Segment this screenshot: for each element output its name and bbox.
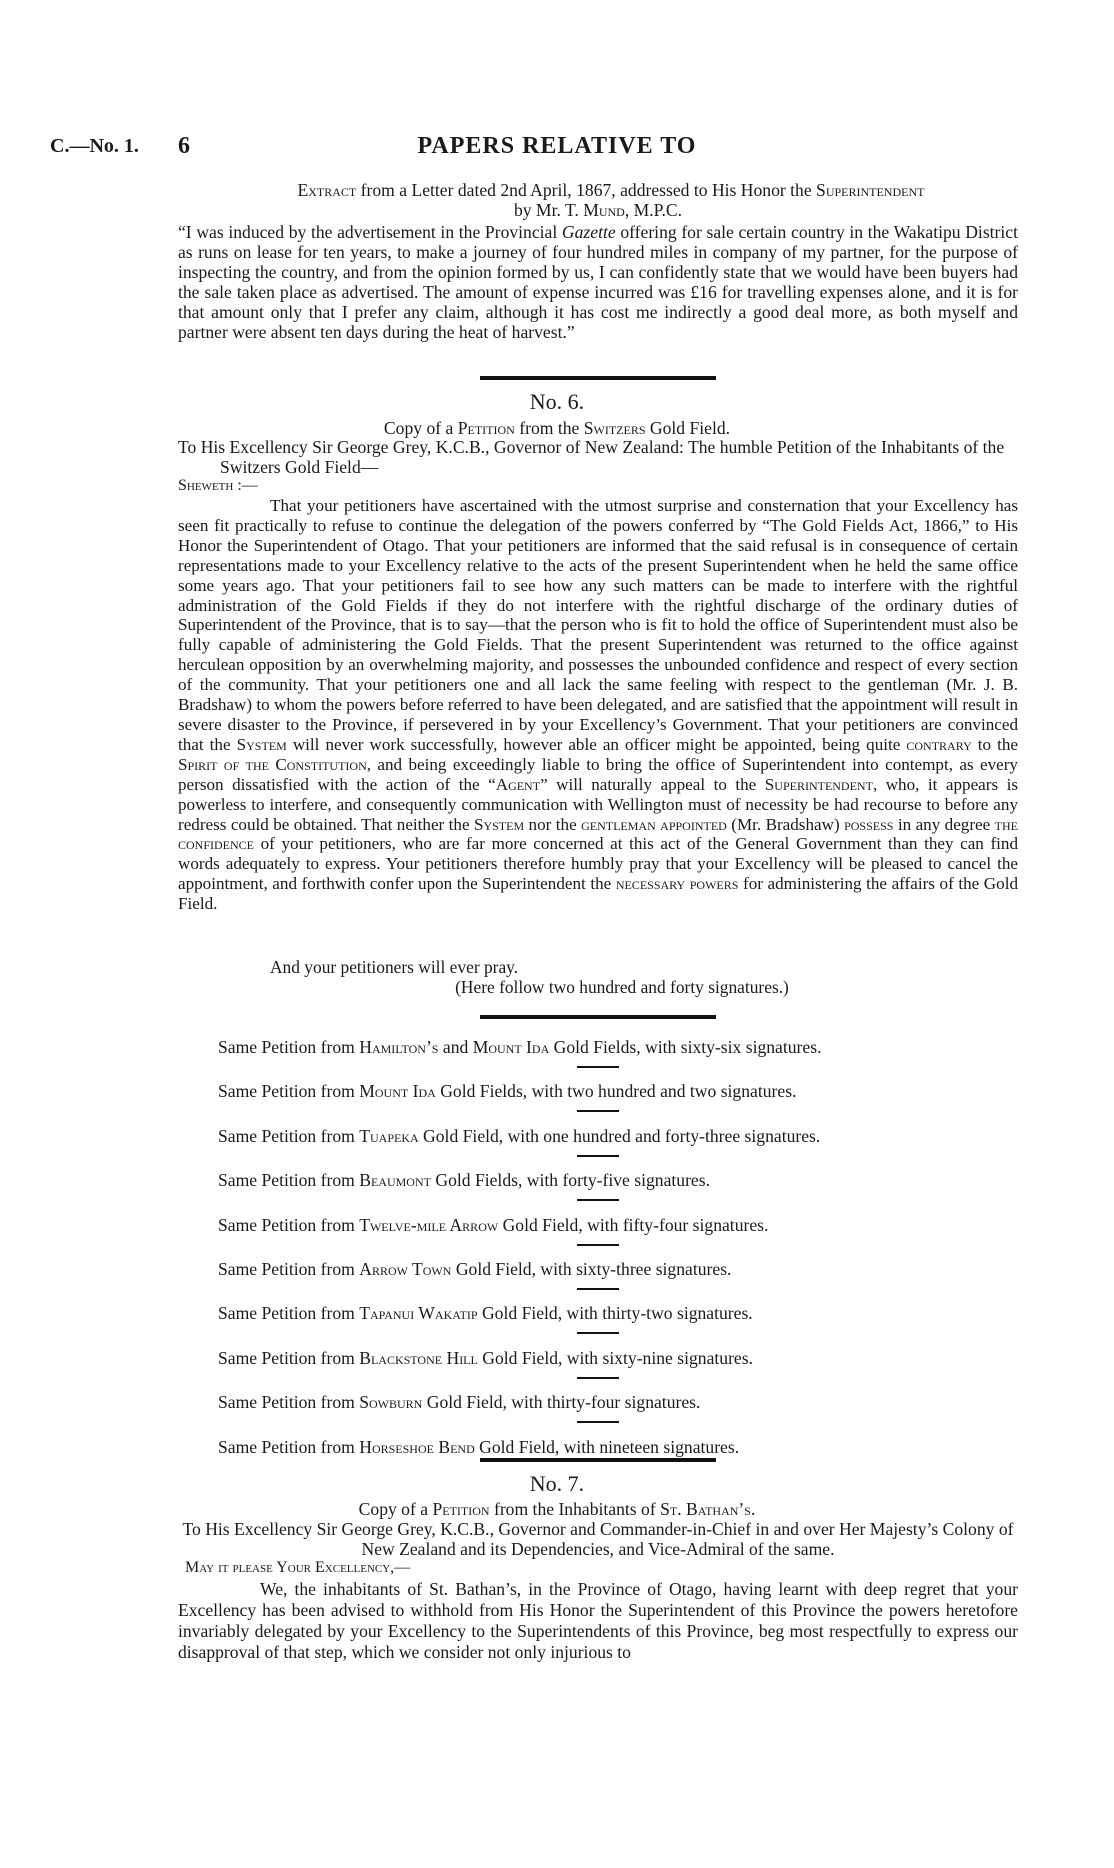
same-petition-place: Tapanui Wakatip — [359, 1303, 478, 1324]
body-text: for administering the affairs of the Gold Field. — [178, 874, 1018, 914]
body-smallcaps: Agent — [495, 774, 541, 794]
body-text: (Mr. Bradshaw) — [726, 814, 845, 834]
item-divider — [577, 1066, 619, 1068]
section-title-no7: No. 7. — [529, 1471, 585, 1496]
same-petition-text: Gold Field, with thirty-four signatures. — [422, 1392, 701, 1413]
same-petition-text: Same Petition from — [218, 1214, 360, 1235]
item-divider — [577, 1421, 619, 1423]
same-petition-text: Same Petition from — [218, 1081, 360, 1102]
same-petition-text: Gold Field, with sixty-nine signatures. — [477, 1347, 753, 1368]
no6-sheweth: Sheweth :— — [178, 477, 258, 494]
no7-copy-place: St. Bathan’s — [660, 1499, 751, 1519]
body-text: That your petitioners have ascertained with the utmost surprise and consternation that your Excellency has seen fit practically to refuse to continue the delegation of the powers conferred by “The Gold Fields Act, 1866,” to His Honor the Superintendent of Otago. That your petitioners are informed that the said refusal is in consequence of certain representations made to your Excellency relative to the acts of the present Superintendent when he held the same office some years ago. That your petitioners fail to see how any such matters can be made to interfere with the rightful administration of the Gold Fields if they do not interfere with the rightful discharge of the ordinary duties of Superintendent of the Province, that is to say—that the person who is fit to hold the office of Superintendent must also be fully capable of administering the Gold Fields. That the present Superintendent was returned to the office against herculean opposition by an overwhelming majority, and possesses the unbounded confidence and respect of every section of the community. That your petitioners one and all lack the same feeling with respect to the gentleman (Mr. J. B. Bradshaw) to whom the powers before referred to have been delegated, and are satisfied that the appointment will result in severe disaster to the Province, if persevered in by your Excellency’s Government. That your petitioners are convinced that the — [178, 496, 1018, 754]
same-petition-item — [218, 1037, 1038, 1058]
same-petition-text: Gold Field, with one hundred and forty-three signatures. — [418, 1125, 821, 1146]
same-petition-text: Same Petition from — [218, 1436, 360, 1457]
same-petition-text: Gold Field, with nineteen signatures. — [474, 1436, 740, 1457]
same-petition-text: Same Petition from — [218, 1259, 360, 1279]
no6-petition-body — [178, 496, 1018, 914]
body-text: , who, it appears is powerless to interfere, and consequently communication with Wellington must of necessity be had recourse to before any redress could be obtained. That neither the — [178, 774, 1019, 834]
same-petition-place: Beaumont — [359, 1170, 431, 1191]
same-petition-place: Mount Ida — [472, 1037, 550, 1057]
same-petition-place: Tuapeka — [359, 1125, 419, 1146]
same-petition-place: Mount Ida — [359, 1081, 436, 1102]
same-petition-item — [218, 1259, 1038, 1280]
same-petition-text: Gold Fields, with forty-five signatures. — [430, 1170, 710, 1191]
same-petition-text: Same Petition from — [218, 1037, 360, 1057]
same-petition-place: Hamilton’s — [359, 1037, 439, 1057]
no6-copy-place: Switzers — [583, 418, 646, 438]
page-header — [0, 133, 1114, 167]
body-smallcaps: System — [236, 734, 287, 754]
same-petition-text: Same Petition from — [218, 1303, 360, 1324]
extract-heading-by: by Mr. T. — [513, 200, 584, 220]
same-petition-item — [218, 1392, 1038, 1413]
extract-heading-recipient: Superintendent — [816, 180, 925, 200]
same-petition-text: Gold Field, with sixty-three signatures. — [451, 1259, 732, 1279]
body-smallcaps: gentleman appointed — [581, 814, 727, 834]
same-petition-item — [218, 1437, 1038, 1458]
same-petition-text: Same Petition from — [218, 1392, 360, 1413]
same-petition-item — [218, 1126, 1038, 1147]
same-petition-item — [218, 1170, 1038, 1191]
same-petition-text: Same Petition from — [218, 1347, 360, 1368]
extract-heading-text: from a Letter dated 2nd April, 1867, addressed to His Honor the — [356, 180, 817, 200]
item-divider — [577, 1199, 619, 1201]
no7-salutation: May it please Your Excellency,— — [185, 1559, 411, 1576]
same-petition-place: Arrow Town — [359, 1259, 452, 1279]
no6-copy-petition: Petition — [457, 418, 515, 438]
section-divider — [480, 1458, 716, 1462]
body-text: nor the — [524, 814, 582, 834]
no7-copy-a: Copy of a — [358, 1499, 433, 1519]
item-divider — [577, 1288, 619, 1290]
document-reference: C.—No. 1. — [50, 135, 139, 157]
extract-heading-title: , M.P.C. — [624, 200, 683, 220]
item-divider — [577, 1110, 619, 1112]
same-petition-place: Horseshoe Bend — [359, 1436, 475, 1457]
body-smallcaps: System — [473, 814, 525, 834]
extract-heading-author: Mund — [583, 200, 625, 220]
no6-copy-b: from the — [514, 418, 584, 438]
no7-copy-petition: Petition — [432, 1499, 490, 1519]
extract-heading-label: Extract — [297, 180, 357, 200]
same-petition-text: Gold Fields, with two hundred and two signatures. — [435, 1081, 797, 1102]
no7-copy-c: . — [750, 1499, 756, 1519]
no7-copy-line — [0, 1499, 1114, 1520]
section-divider — [480, 376, 716, 380]
extract-heading — [178, 180, 1018, 220]
no6-copy-c: Gold Field. — [645, 418, 731, 438]
body-text: will never work successfully, however able an officer might be appointed, being quite — [286, 734, 907, 754]
body-smallcaps: possess — [844, 814, 894, 834]
body-smallcaps: Superintendent — [764, 774, 873, 794]
same-petition-text: Gold Field, with fifty-four signatures. — [498, 1214, 769, 1235]
extract-text-b: offering for sale certain country in the Wakatipu District as runs on lease for ten years, to make a journey of four hundred miles in company of my partner, for the purpose of inspecting the country, and from the opinion formed by us, I can confidently state that we would have been buyers had the sale taken place as advertised. The amount of expense incurred was £16 for travelling expenses alone, and it is for that amount only that I prefer any claim, although it has cost me indirectly a good deal more, as both myself and partner were absent ten days during the heat of harvest.” — [178, 222, 1018, 342]
extract-text-a: “I was induced by the advertisement in the Provincial — [178, 222, 562, 242]
body-smallcaps: necessary powers — [615, 874, 739, 894]
same-petition-text: Gold Field, with thirty-two signatures. — [477, 1303, 753, 1324]
item-divider — [577, 1332, 619, 1334]
body-smallcaps: Spirit of the Constitution — [178, 754, 367, 774]
body-text: of your petitioners, who are far more concerned at this act of the General Government than they can find words adequately to express. Your petitioners therefore humbly pray that your Excellency will be pleased to cancel the appointment, and forthwith confer upon the Superintendent the — [178, 834, 1018, 894]
same-petition-text: Same Petition from — [218, 1125, 360, 1146]
no7-petition-body: We, the inhabitants of St. Bathan’s, in the Province of Otago, having learnt with deep regret that your Excellency has been advised to withhold from His Honor the Superintendent of this Province the powers heretofore invariably delegated by your Excellency to the Superintendents of this Province, beg most respectfully to express our disapproval of that step, which we consider not only injurious to — [178, 1579, 1018, 1662]
no7-copy-b: from the Inhabitants of — [489, 1499, 661, 1519]
no6-copy-line — [0, 418, 1114, 439]
body-text: , and being exceedingly liable to bring the office of Superintendent into contempt, as every person dissatisfied with the action of the “ — [178, 754, 1018, 794]
same-petition-item — [218, 1348, 1038, 1369]
same-petition-place: Blackstone Hill — [359, 1347, 478, 1368]
body-text: to the — [971, 734, 1019, 754]
extract-gazette: Gazette — [561, 222, 616, 242]
no6-copy-a: Copy of a — [383, 418, 458, 438]
body-text: ” will naturally appeal to the — [540, 774, 765, 794]
same-petition-item — [218, 1081, 1038, 1102]
no6-signatures-note: (Here follow two hundred and forty signatures.) — [455, 977, 789, 997]
no7-address: To His Excellency Sir George Grey, K.C.B., Governor and Commander-in-Chief in and over Her Majesty’s Colony of New Zealand and its Dependencies, and Vice-Admiral of the same. — [182, 1519, 1014, 1559]
body-smallcaps: the confidence — [178, 814, 1018, 854]
section-title-no6: No. 6. — [529, 389, 585, 414]
item-divider — [577, 1155, 619, 1157]
same-petition-item — [218, 1303, 1038, 1324]
same-petition-place: Twelve-mile Arrow — [359, 1214, 499, 1235]
same-petition-text: and — [438, 1037, 473, 1057]
extract-body — [178, 222, 1018, 342]
item-divider — [577, 1377, 619, 1379]
same-petition-text: Same Petition from — [218, 1170, 360, 1191]
section-divider — [480, 1015, 716, 1019]
item-divider — [577, 1244, 619, 1246]
no6-address: To His Excellency Sir George Grey, K.C.B., Governor of New Zealand: The humble Petition of the Inhabitants of the Switzers Gold Field— — [178, 437, 1005, 477]
page-number: 6 — [178, 133, 190, 159]
same-petition-place: Sowburn — [359, 1392, 423, 1413]
no6-closing: And your petitioners will ever pray. — [270, 957, 519, 977]
page-title: PAPERS RELATIVE TO — [417, 133, 697, 159]
body-text: in any degree — [893, 814, 995, 834]
body-smallcaps: contrary — [906, 734, 972, 754]
same-petition-item — [218, 1215, 1038, 1236]
same-petition-text: Gold Fields, with sixty-six signatures. — [549, 1037, 822, 1057]
